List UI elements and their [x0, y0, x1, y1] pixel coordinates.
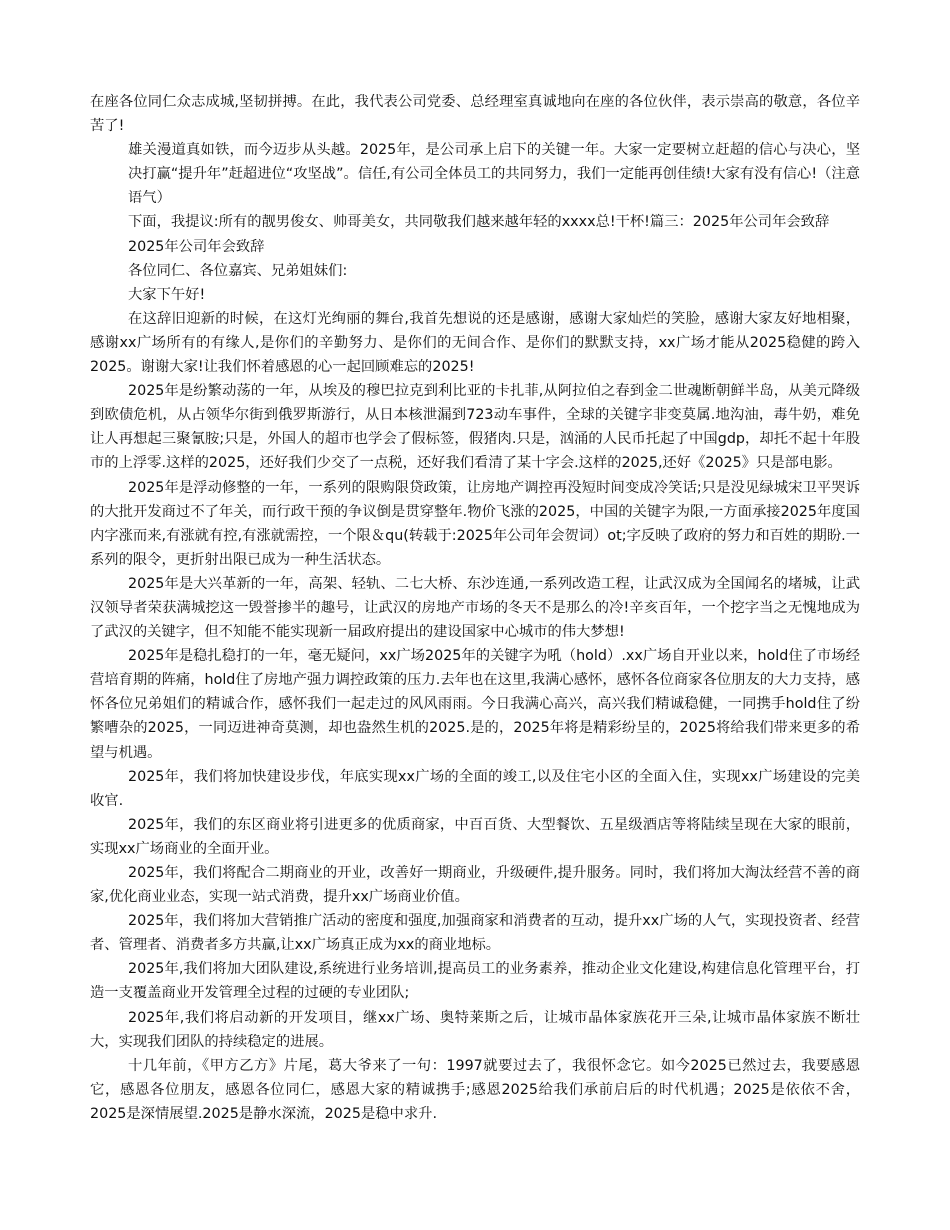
greeting: 大家下午好!	[128, 286, 206, 303]
paragraph: 2025年是纷繁动荡的一年，从埃及的穆巴拉克到利比亚的卡扎菲,从阿拉伯之春到金二世魂断朝鲜半岛，从美元降级到欧债危机，从占领华尔街到俄罗斯游行，从日本核泄漏到723动车事件，全球的关键字非变莫属.地沟油，毒牛奶，难免让人再想起三聚氰胺;只是，外国人的超市也学会了假标签，假猪肉.只是，汹涌的人民币托起了中国gdp，却托不起十年股市的上浮零.这样的2025，还好我们少交了一点税，还好我们看清了某十字会.这样的2025,还好《2025》只是部电影。	[90, 383, 860, 472]
paragraph: 2025年，我们将加快建设步伐，年底实现xx广场的全面的竣工,以及住宅小区的全面入住，实现xx广场建设的完美收官.	[90, 768, 860, 809]
paragraph: 2025年，我们将加大营销推广活动的密度和强度,加强商家和消费者的互动，提升xx广场的人气，实现投资者、经营者、管理者、消费者多方共赢,让xx广场真正成为xx的商业地标。	[90, 913, 860, 954]
paragraph: 下面，我提议:所有的靓男俊女、帅哥美女，共同敬我们越来越年轻的xxxx总!干杯!篇三：2025年公司年会致辞	[128, 214, 830, 231]
paragraph: 在座各位同仁众志成城,坚韧拼搏。在此，我代表公司党委、总经理室真诚地向在座的各位伙伴，表示崇高的敬意，各位辛苦了!	[90, 94, 860, 135]
paragraph: 2025年是稳扎稳打的一年，毫无疑问，xx广场2025年的关键字为吼（hold）.xx广场自开业以来，hold住了市场经营培育期的阵痛，hold住了房地产强力调控政策的压力.去年也在这里,我满心感怀，感怀各位商家各位朋友的大力支持，感怀各位兄弟姐们的精诚合作，感怀我们一起走过的风风雨雨。今日我满心高兴，高兴我们精诚稳健，一同携手hold住了纷繁嘈杂的2025，一同迈进神奇莫测，却也盎然生机的2025.是的，2025年将是精彩纷呈的，2025将给我们带来更多的希望与机遇。	[90, 648, 860, 761]
section-title: 2025年公司年会致辞	[128, 238, 265, 255]
salutation: 各位同仁、各位嘉宾、兄弟姐妹们:	[128, 262, 348, 279]
paragraph: 雄关漫道真如铁，而今迈步从头越。2025年，是公司承上启下的关键一年。大家一定要树立赶超的信心与决心，坚决打赢“提升年”赶超进位“攻坚战”。信任,有公司全体员工的共同努力，我们一定能再创佳绩!大家有没有信心!（注意语气）	[128, 142, 860, 207]
paragraph: 2025年是大兴革新的一年，高架、轻轨、二七大桥、东沙连通,一系列改造工程，让武汉成为全国闻名的堵城，让武汉领导者荣获满城挖这一毁誉掺半的趣号，让武汉的房地产市场的冬天不是那么的冷!辛亥百年，一个挖字当之无愧地成为了武汉的关键字，但不知能不能实现新一届政府提出的建设国家中心城市的伟大梦想!	[90, 575, 860, 641]
paragraph: 2025年,我们将启动新的开发项目，继xx广场、奥特莱斯之后，让城市晶体家族花开三朵,让城市晶体家族不断壮大，实现我们团队的持续稳定的进展。	[90, 1009, 860, 1050]
paragraph: 2025年，我们将配合二期商业的开业，改善好一期商业，升级硬件,提升服务。同时，我们将加大淘汰经营不善的商家,优化商业业态，实现一站式消费，提升xx广场商业价值。	[90, 865, 860, 906]
paragraph: 十几年前，《甲方乙方》片尾，葛大爷来了一句：1997就要过去了，我很怀念它。如今2025已然过去，我要感恩它，感恩各位朋友，感恩各位同仁，感恩大家的精诚携手;感恩2025给我们承前启后的时代机遇；2025是依依不舍，2025是深情展望.2025是静水深流，2025是稳中求升.	[90, 1057, 860, 1122]
paragraph: 2025年，我们的东区商业将引进更多的优质商家，中百百货、大型餐饮、五星级酒店等将陆续呈现在大家的眼前，实现xx广场商业的全面开业。	[90, 816, 860, 857]
paragraph: 2025年是浮动修整的一年，一系列的限购限贷政策，让房地产调控再没短时间变成冷笑话;只是没见绿城宋卫平哭诉的大批开发商过不了年关，而行政干预的争议倒是贯穿整年.物价飞涨的2025，中国的关键字为限,一方面承接2025年度国内字涨而来,有涨就有控,有涨就需控，一个限＆qu(转载于:2025年公司年会贺词）ot;字反映了政府的努力和百姓的期盼.一系列的限令，更折射出限已成为一种生活状态。	[90, 479, 860, 568]
paragraph: 在这辞旧迎新的时候，在这灯光绚丽的舞台,我首先想说的还是感谢，感谢大家灿烂的笑脸，感谢大家友好地相聚，感谢xx广场所有的有缘人,是你们的辛勤努力、是你们的无间合作、是你们的默默支持，xx广场才能从2025稳健的跨入2025。谢谢大家!让我们怀着感恩的心一起回顾难忘的2025!	[90, 310, 860, 376]
paragraph: 2025年,我们将加大团队建设,系统进行业务培训,提高员工的业务素养，推动企业文化建设,构建信息化管理平台，打造一支覆盖商业开发管理全过程的过硬的专业团队;	[90, 961, 860, 1002]
